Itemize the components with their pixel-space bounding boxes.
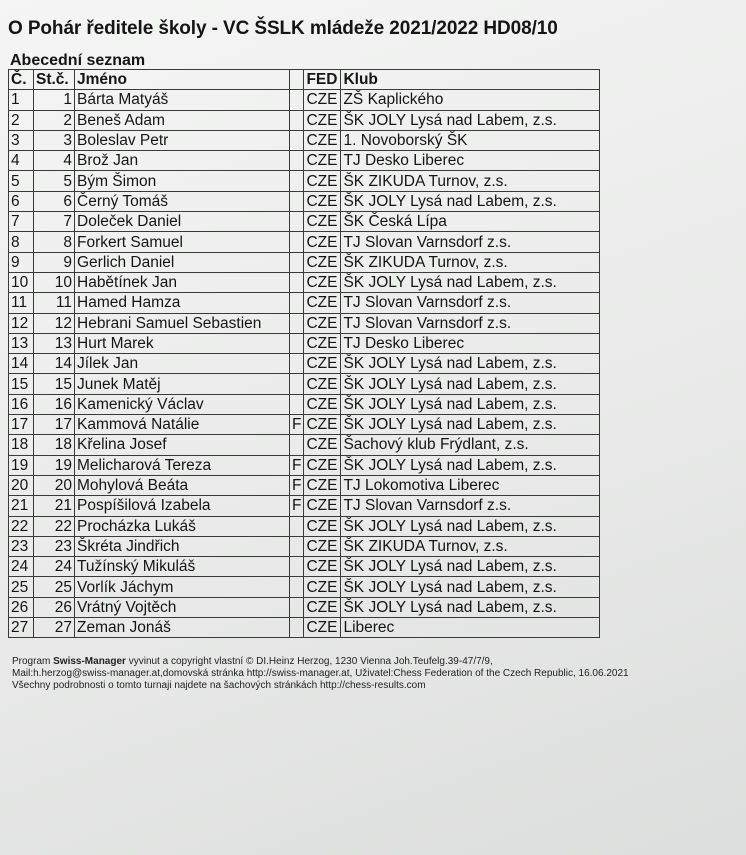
cell-start-no: 26	[34, 597, 75, 617]
cell-fed: CZE	[304, 293, 341, 313]
cell-no: 17	[9, 415, 34, 435]
cell-club: TJ Slovan Varnsdorf z.s.	[341, 496, 600, 516]
cell-name: Kamenický Václav	[75, 394, 290, 414]
cell-sex	[290, 232, 304, 252]
cell-no: 13	[9, 333, 34, 353]
cell-no: 10	[9, 272, 34, 292]
footer-copyright: vyvinut a copyright vlastní © DI.Heinz Herzog, 1230 Vienna Joh.Teufelg.39-47/7/9,	[125, 656, 493, 667]
cell-no: 20	[9, 475, 34, 495]
cell-fed: CZE	[304, 313, 341, 333]
cell-sex	[290, 293, 304, 313]
cell-club: ŠK JOLY Lysá nad Labem, z.s.	[341, 455, 600, 475]
cell-no: 21	[9, 496, 34, 516]
cell-sex	[290, 618, 304, 638]
list-subtitle: Abecední seznam	[10, 52, 146, 69]
cell-sex: F	[290, 415, 304, 435]
cell-fed: CZE	[304, 475, 341, 495]
cell-start-no: 20	[34, 475, 75, 495]
cell-start-no: 3	[34, 130, 75, 150]
cell-sex	[290, 374, 304, 394]
cell-sex	[290, 130, 304, 150]
footer-program-prefix: Program	[12, 656, 54, 667]
table-row	[9, 354, 600, 374]
cell-fed: CZE	[304, 333, 341, 353]
table-row	[9, 171, 600, 191]
cell-start-no: 7	[34, 212, 75, 232]
cell-name: Forkert Samuel	[75, 232, 290, 252]
cell-sex	[290, 354, 304, 374]
cell-club: ŠK Česká Lípa	[341, 212, 600, 232]
cell-start-no: 22	[34, 516, 75, 536]
cell-no: 9	[9, 252, 34, 272]
cell-fed: CZE	[304, 597, 341, 617]
cell-club: ŠK JOLY Lysá nad Labem, z.s.	[341, 415, 600, 435]
cell-start-no: 27	[34, 618, 75, 638]
cell-no: 26	[9, 597, 34, 617]
cell-fed: CZE	[304, 151, 341, 171]
cell-fed: CZE	[304, 374, 341, 394]
cell-start-no: 23	[34, 536, 75, 556]
cell-name: Habětínek Jan	[75, 272, 290, 292]
cell-name: Hebrani Samuel Sebastien	[75, 313, 290, 333]
cell-club: TJ Slovan Varnsdorf z.s.	[341, 232, 600, 252]
table-row	[9, 475, 600, 495]
cell-club: TJ Lokomotiva Liberec	[341, 475, 600, 495]
cell-club: ŠK ZIKUDA Turnov, z.s.	[341, 252, 600, 272]
cell-fed: CZE	[304, 415, 341, 435]
cell-sex	[290, 90, 304, 110]
cell-start-no: 16	[34, 394, 75, 414]
cell-club: TJ Slovan Varnsdorf z.s.	[341, 293, 600, 313]
table-row	[9, 252, 600, 272]
cell-start-no: 5	[34, 171, 75, 191]
header-start-no: St.č.	[34, 70, 75, 90]
cell-club: ŠK JOLY Lysá nad Labem, z.s.	[341, 516, 600, 536]
cell-sex	[290, 577, 304, 597]
table-row	[9, 90, 600, 110]
cell-fed: CZE	[304, 516, 341, 536]
cell-sex	[290, 110, 304, 130]
cell-start-no: 9	[34, 252, 75, 272]
cell-start-no: 21	[34, 496, 75, 516]
cell-sex	[290, 191, 304, 211]
cell-club: TJ Slovan Varnsdorf z.s.	[341, 313, 600, 333]
table-row	[9, 151, 600, 171]
cell-sex: F	[290, 496, 304, 516]
cell-club: ŠK JOLY Lysá nad Labem, z.s.	[341, 191, 600, 211]
cell-fed: CZE	[304, 618, 341, 638]
player-table	[8, 69, 600, 638]
cell-no: 7	[9, 212, 34, 232]
header-no: Č.	[9, 70, 34, 90]
table-row	[9, 394, 600, 414]
cell-club: ŠK JOLY Lysá nad Labem, z.s.	[341, 354, 600, 374]
cell-no: 12	[9, 313, 34, 333]
header-fed: FED	[304, 70, 341, 90]
cell-fed: CZE	[304, 252, 341, 272]
cell-start-no: 6	[34, 191, 75, 211]
footer-note	[12, 656, 629, 692]
table-row	[9, 618, 600, 638]
cell-start-no: 19	[34, 455, 75, 475]
cell-club: TJ Desko Liberec	[341, 151, 600, 171]
cell-start-no: 13	[34, 333, 75, 353]
tournament-title: O Pohár ředitele školy - VC ŠSLK mládeže 2021/2022 HD08/10	[8, 18, 558, 39]
table-row	[9, 455, 600, 475]
footer-line-3: Všechny podrobnosti o tomto turnaji najdete na šachových stránkách http://chess-results.com	[12, 680, 426, 691]
cell-name: Gerlich Daniel	[75, 252, 290, 272]
table-row	[9, 516, 600, 536]
cell-club: Šachový klub Frýdlant, z.s.	[341, 435, 600, 455]
cell-name: Jílek Jan	[75, 354, 290, 374]
footer-line-2: Mail:h.herzog@swiss-manager.at,domovská stránka http://swiss-manager.at, Uživatel:Chess Federation of the Czech Republic, 16.06.2021	[12, 668, 629, 679]
cell-club: 1. Novoborský ŠK	[341, 130, 600, 150]
cell-sex	[290, 151, 304, 171]
cell-no: 14	[9, 354, 34, 374]
cell-sex	[290, 394, 304, 414]
cell-sex	[290, 435, 304, 455]
cell-sex	[290, 313, 304, 333]
cell-name: Junek Matěj	[75, 374, 290, 394]
cell-sex	[290, 333, 304, 353]
cell-start-no: 17	[34, 415, 75, 435]
cell-fed: CZE	[304, 455, 341, 475]
cell-start-no: 14	[34, 354, 75, 374]
cell-name: Bárta Matyáš	[75, 90, 290, 110]
cell-no: 16	[9, 394, 34, 414]
cell-sex	[290, 536, 304, 556]
cell-name: Hurt Marek	[75, 333, 290, 353]
cell-fed: CZE	[304, 272, 341, 292]
table-row	[9, 333, 600, 353]
cell-fed: CZE	[304, 171, 341, 191]
cell-fed: CZE	[304, 577, 341, 597]
table-row	[9, 374, 600, 394]
cell-sex	[290, 557, 304, 577]
header-club: Klub	[341, 70, 600, 90]
cell-club: ŠK JOLY Lysá nad Labem, z.s.	[341, 272, 600, 292]
cell-start-no: 24	[34, 557, 75, 577]
cell-no: 15	[9, 374, 34, 394]
cell-fed: CZE	[304, 394, 341, 414]
table-row	[9, 597, 600, 617]
cell-sex	[290, 516, 304, 536]
cell-sex	[290, 212, 304, 232]
cell-club: TJ Desko Liberec	[341, 333, 600, 353]
table-header-row	[9, 70, 600, 90]
table-row	[9, 435, 600, 455]
cell-fed: CZE	[304, 212, 341, 232]
cell-no: 23	[9, 536, 34, 556]
cell-no: 27	[9, 618, 34, 638]
table-body	[9, 90, 600, 638]
table-row	[9, 191, 600, 211]
cell-no: 6	[9, 191, 34, 211]
cell-name: Brož Jan	[75, 151, 290, 171]
cell-start-no: 18	[34, 435, 75, 455]
header-sex	[290, 70, 304, 90]
cell-name: Procházka Lukáš	[75, 516, 290, 536]
cell-name: Melicharová Tereza	[75, 455, 290, 475]
cell-name: Pospíšilová Izabela	[75, 496, 290, 516]
cell-fed: CZE	[304, 90, 341, 110]
table-row	[9, 557, 600, 577]
cell-no: 22	[9, 516, 34, 536]
cell-no: 4	[9, 151, 34, 171]
cell-club: ŠK JOLY Lysá nad Labem, z.s.	[341, 597, 600, 617]
cell-sex	[290, 272, 304, 292]
table-row	[9, 212, 600, 232]
cell-name: Boleslav Petr	[75, 130, 290, 150]
cell-name: Vorlík Jáchym	[75, 577, 290, 597]
cell-start-no: 11	[34, 293, 75, 313]
cell-start-no: 4	[34, 151, 75, 171]
cell-name: Černý Tomáš	[75, 191, 290, 211]
footer-line-1	[12, 656, 629, 668]
cell-name: Doleček Daniel	[75, 212, 290, 232]
table-row	[9, 313, 600, 333]
cell-start-no: 8	[34, 232, 75, 252]
cell-club: ŠK JOLY Lysá nad Labem, z.s.	[341, 374, 600, 394]
cell-name: Škréta Jindřich	[75, 536, 290, 556]
cell-no: 8	[9, 232, 34, 252]
cell-start-no: 1	[34, 90, 75, 110]
footer-program-name: Swiss-Manager	[53, 656, 126, 667]
cell-name: Beneš Adam	[75, 110, 290, 130]
cell-start-no: 12	[34, 313, 75, 333]
cell-no: 18	[9, 435, 34, 455]
cell-no: 5	[9, 171, 34, 191]
cell-fed: CZE	[304, 130, 341, 150]
cell-name: Mohylová Beáta	[75, 475, 290, 495]
cell-fed: CZE	[304, 496, 341, 516]
table-row	[9, 415, 600, 435]
cell-club: ŠK ZIKUDA Turnov, z.s.	[341, 171, 600, 191]
cell-start-no: 10	[34, 272, 75, 292]
cell-fed: CZE	[304, 435, 341, 455]
cell-name: Tužínský Mikuláš	[75, 557, 290, 577]
cell-name: Bým Šimon	[75, 171, 290, 191]
cell-name: Křelina Josef	[75, 435, 290, 455]
cell-no: 11	[9, 293, 34, 313]
table-row	[9, 536, 600, 556]
cell-fed: CZE	[304, 110, 341, 130]
table-row	[9, 110, 600, 130]
cell-start-no: 2	[34, 110, 75, 130]
cell-no: 24	[9, 557, 34, 577]
cell-fed: CZE	[304, 536, 341, 556]
cell-name: Hamed Hamza	[75, 293, 290, 313]
cell-sex	[290, 171, 304, 191]
table-row	[9, 232, 600, 252]
table-row	[9, 293, 600, 313]
cell-fed: CZE	[304, 557, 341, 577]
cell-club: ŠK JOLY Lysá nad Labem, z.s.	[341, 394, 600, 414]
cell-club: ŠK ZIKUDA Turnov, z.s.	[341, 536, 600, 556]
cell-club: ŠK JOLY Lysá nad Labem, z.s.	[341, 577, 600, 597]
cell-start-no: 15	[34, 374, 75, 394]
cell-sex	[290, 252, 304, 272]
cell-fed: CZE	[304, 191, 341, 211]
cell-sex: F	[290, 475, 304, 495]
table-row	[9, 577, 600, 597]
cell-no: 2	[9, 110, 34, 130]
cell-no: 3	[9, 130, 34, 150]
cell-no: 25	[9, 577, 34, 597]
cell-fed: CZE	[304, 354, 341, 374]
cell-name: Vrátný Vojtěch	[75, 597, 290, 617]
cell-name: Zeman Jonáš	[75, 618, 290, 638]
header-name: Jméno	[75, 70, 290, 90]
table-row	[9, 272, 600, 292]
cell-sex: F	[290, 455, 304, 475]
cell-club: ZŠ Kaplického	[341, 90, 600, 110]
table-row	[9, 496, 600, 516]
cell-club: ŠK JOLY Lysá nad Labem, z.s.	[341, 110, 600, 130]
cell-start-no: 25	[34, 577, 75, 597]
cell-no: 19	[9, 455, 34, 475]
cell-club: Liberec	[341, 618, 600, 638]
cell-no: 1	[9, 90, 34, 110]
cell-club: ŠK JOLY Lysá nad Labem, z.s.	[341, 557, 600, 577]
table-row	[9, 130, 600, 150]
cell-sex	[290, 597, 304, 617]
cell-name: Kammová Natálie	[75, 415, 290, 435]
cell-fed: CZE	[304, 232, 341, 252]
